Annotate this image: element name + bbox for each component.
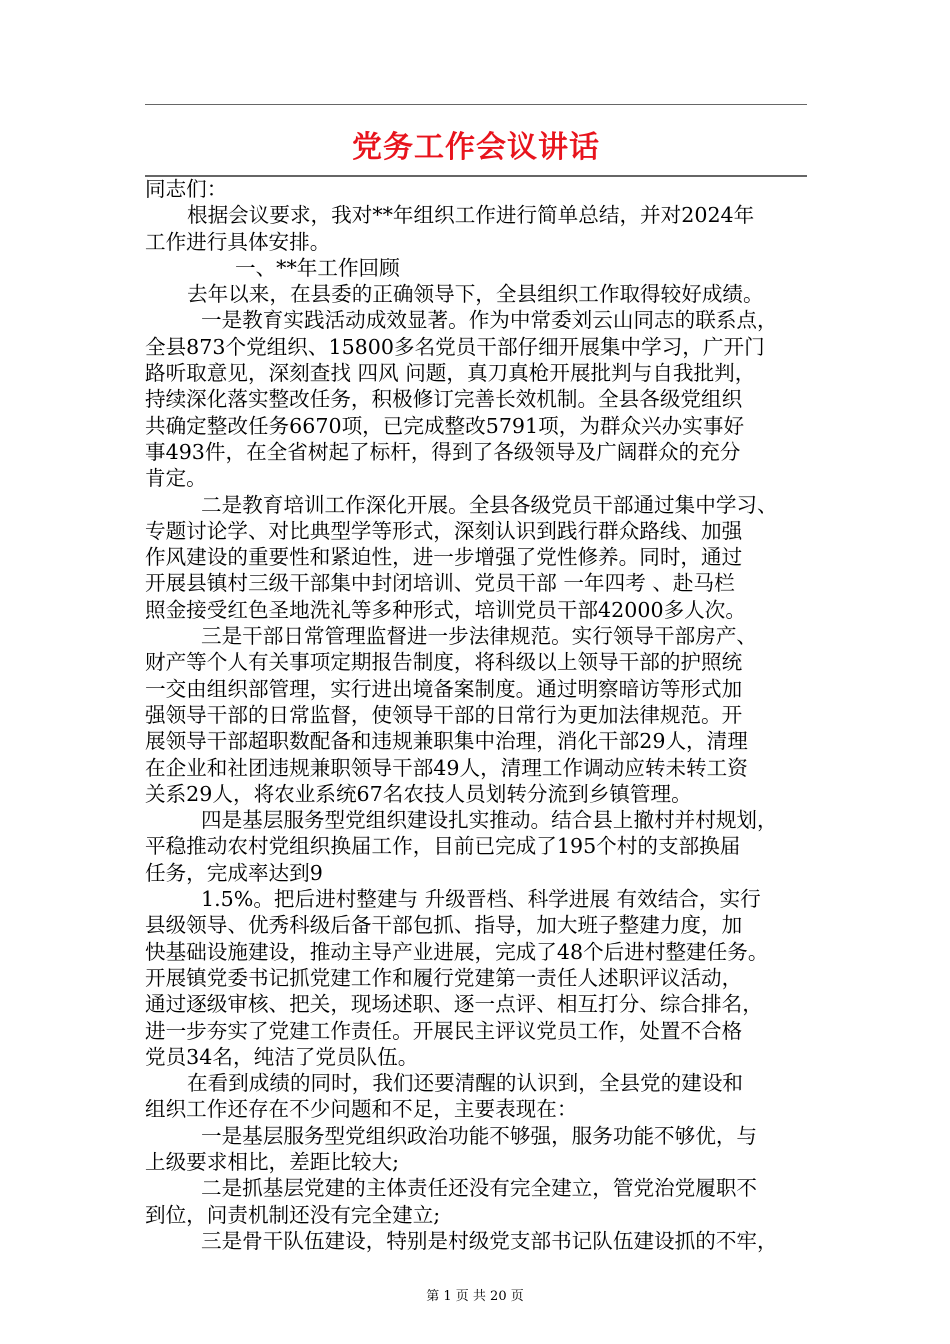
text-line: 在看到成绩的同时，我们还要清醒的认识到，全县党的建设和 — [187, 1071, 744, 1096]
text-line: 作风建设的重要性和紧迫性，进一步增强了党性修养。同时，通过 — [145, 545, 743, 570]
text-line: 工作进行具体安排。 — [145, 229, 331, 254]
text-line: 同志们： — [145, 177, 228, 201]
text-line: 一交由组织部管理，实行进出境备案制度。通过明察暗访等形式加 — [145, 676, 743, 701]
text-line: 通过逐级审核、把关，现场述职、逐一点评、相互打分、综合排名， — [145, 992, 763, 1017]
text-line: 三是骨干队伍建设，特别是村级党支部书记队伍建设抓的不牢， — [201, 1228, 778, 1253]
text-line: 持续深化落实整改任务，积极修订完善长效机制。全县各级党组织 — [145, 387, 743, 412]
text-line: 到位，问责机制还没有完全建立; — [145, 1202, 441, 1227]
page-number: 第 1 页 共 20 页 — [426, 1289, 524, 1304]
text-line: 快基础设施建设，推动主导产业进展，完成了48个后进村整建任务。 — [145, 939, 769, 964]
section-heading: 一、**年工作回顾 — [235, 255, 400, 280]
text-line: 进一步夯实了党建工作责任。开展民主评议党员工作，处置不合格 — [145, 1018, 743, 1043]
text-line: 肯定。 — [145, 466, 207, 491]
text-line: 专题讨论学、对比典型学等形式，深刻认识到践行群众路线、加强 — [145, 518, 743, 543]
text-line: 上级要求相比，差距比较大; — [145, 1149, 400, 1174]
text-line: 党员34名，纯洁了党员队伍。 — [145, 1044, 419, 1069]
text-line: 三是干部日常管理监督进一步法律规范。实行领导干部房产、 — [201, 624, 758, 649]
text-line: 关系29人，将农业系统67名农技人员划转分流到乡镇管理。 — [145, 781, 692, 806]
text-line: 共确定整改任务6670项，已完成整改5791项，为群众兴办实事好 — [145, 413, 745, 438]
text-line: 强领导干部的日常监督，使领导干部的日常行为更加法律规范。开 — [145, 702, 743, 727]
text-line: 根据会议要求，我对**年组织工作进行简单总结，并对2024年 — [187, 203, 755, 228]
text-line: 照金接受红色圣地洗礼等多种形式，培训党员干部42000多人次。 — [145, 597, 746, 622]
text-line: 平稳推动农村党组织换届工作，目前已完成了195个村的支部换届 — [145, 834, 741, 859]
text-line: 在企业和社团违规兼职领导干部49人，清理工作调动应转未转工资 — [145, 755, 748, 780]
text-line: 路听取意见，深刻查找 四风 问题，真刀真枪开展批判与自我批判， — [145, 361, 756, 386]
text-line: 开展镇党委书记抓党建工作和履行党建第一责任人述职评议活动， — [145, 965, 743, 990]
text-line: 全县873个党组织、15800多名党员干部仔细开展集中学习，广开门 — [145, 334, 765, 359]
text-line: 一是教育实践活动成效显著。作为中常委刘云山同志的联系点， — [201, 308, 778, 333]
text-line: 1.5%。把后进村整建与 升级晋档、科学进展 有效结合，实行 — [201, 887, 761, 912]
header-rule — [145, 104, 807, 105]
text-line: 去年以来，在县委的正确领导下，全县组织工作取得较好成绩。 — [187, 282, 764, 307]
text-line: 展领导干部超职数配备和违规兼职集中治理，消化干部29人，清理 — [145, 729, 748, 754]
text-line: 四是基层服务型党组织建设扎实推动。结合县上撤村并村规划， — [201, 808, 778, 833]
document-body — [145, 176, 809, 1254]
text-line: 事493件，在全省树起了标杆，得到了各级领导及广阔群众的充分 — [145, 439, 741, 464]
text-line: 任务，完成率达到9 — [145, 860, 323, 885]
text-line: 一是基层服务型党组织政治功能不够强，服务功能不够优，与 — [201, 1123, 758, 1148]
text-line: 组织工作还存在不少问题和不足，主要表现在： — [145, 1097, 578, 1122]
document-title: 党务工作会议讲话 — [352, 130, 600, 165]
text-line: 开展县镇村三级干部集中封闭培训、党员干部 一年四考 、赴马栏 — [145, 571, 735, 596]
text-line: 县级领导、优秀科级后备干部包抓、指导，加大班子整建力度，加 — [145, 913, 743, 938]
text-line: 二是抓基层党建的主体责任还没有完全建立，管党治党履职不 — [201, 1176, 758, 1201]
text-line: 二是教育培训工作深化开展。全县各级党员干部通过集中学习、 — [201, 492, 778, 517]
text-line: 财产等个人有关事项定期报告制度，将科级以上领导干部的护照统 — [145, 650, 743, 675]
